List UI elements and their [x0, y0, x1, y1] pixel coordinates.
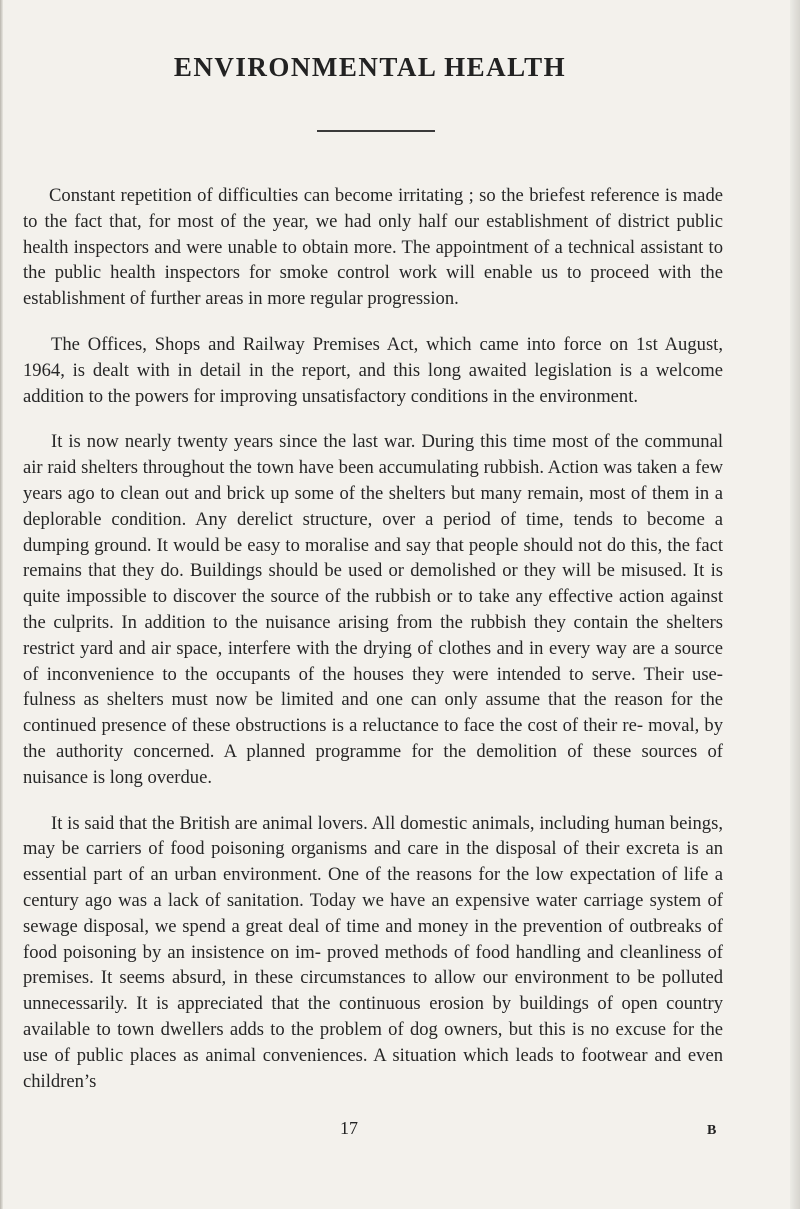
paragraph-offices-act: The Offices, Shops and Railway Premises Act, which came into force on 1st August, 1964, is dealt with in detail in the report, and this long awaited legislation is a welcome addition to the powers for improving unsatisfactory conditions in the environment.: [23, 333, 723, 407]
page-left-edge: [0, 0, 3, 1209]
signature-mark: B: [707, 1123, 717, 1138]
page-number: 17: [340, 1118, 358, 1138]
paragraph-staffing: Constant repetition of difficulties can become irritating ; so the briefest reference is made to the fact that, for most of the year, we had only half our establishment of district public health inspectors and were unable to obtain more. The appointment of a technical assistant to the public health inspectors for smoke control work will enable us to proceed with the establishment of further areas in more regular progression.: [23, 185, 723, 310]
page-title: ENVIRONMENTAL HEALTH: [173, 52, 567, 82]
title-divider: [317, 130, 435, 132]
page-right-edge: [790, 0, 800, 1209]
paragraph-air-raid-shelters: It is now nearly twenty years since the last war. During this time most of the communal air raid shelters throughout the town have been accumulating rubbish. Action was taken a few years ago to clean out and brick up some of the shelters but many remain, most of them in a deplorable condition. Any derelict structure, over a period of time, tends to become a dumping ground. It would be easy to moralise and say that people should not do this, the fact remains that they do. Buildings should be used or demolished or they will be misused. It is quite impossible to discover the source of the rubbish or to take any effective action against the culprits. In addition to the nuisance arising from the rubbish they contain the shelters restrict yard and air space, interfere with the drying of clothes and in every way are a source of inconvenience to the occupants of the houses they were intended to serve. Their use- fulness as shelters must now be limited and one can only assume that the reason for the continued presence of these obstructions is a reluctance to face the cost of their re- moval, by the authority concerned. A planned programme for the demolition of these sources of nuisance is long overdue.: [23, 431, 723, 788]
paragraph-animal-lovers: It is said that the British are animal lovers. All domestic animals, including human beings, may be carriers of food poisoning organisms and care in the disposal of their excreta is an essential part of an urban environment. One of the reasons for the low expectation of life a century ago was a lack of sanitation. Today we have an expensive water carriage system of sewage disposal, we spend a great deal of time and money in the prevention of outbreaks of food poisoning by an insistence on im- proved methods of food handling and cleanliness of premises. It seems absurd, in these circumstances to allow our environment to be polluted unnecessarily. It is appreciated that the continuous erosion by buildings of open country available to town dwellers adds to the problem of dog owners, but this is no excuse for the use of public places as animal conveniences. A situation which leads to footwear and even children’s: [23, 812, 723, 1092]
body-text: [23, 183, 723, 1114]
